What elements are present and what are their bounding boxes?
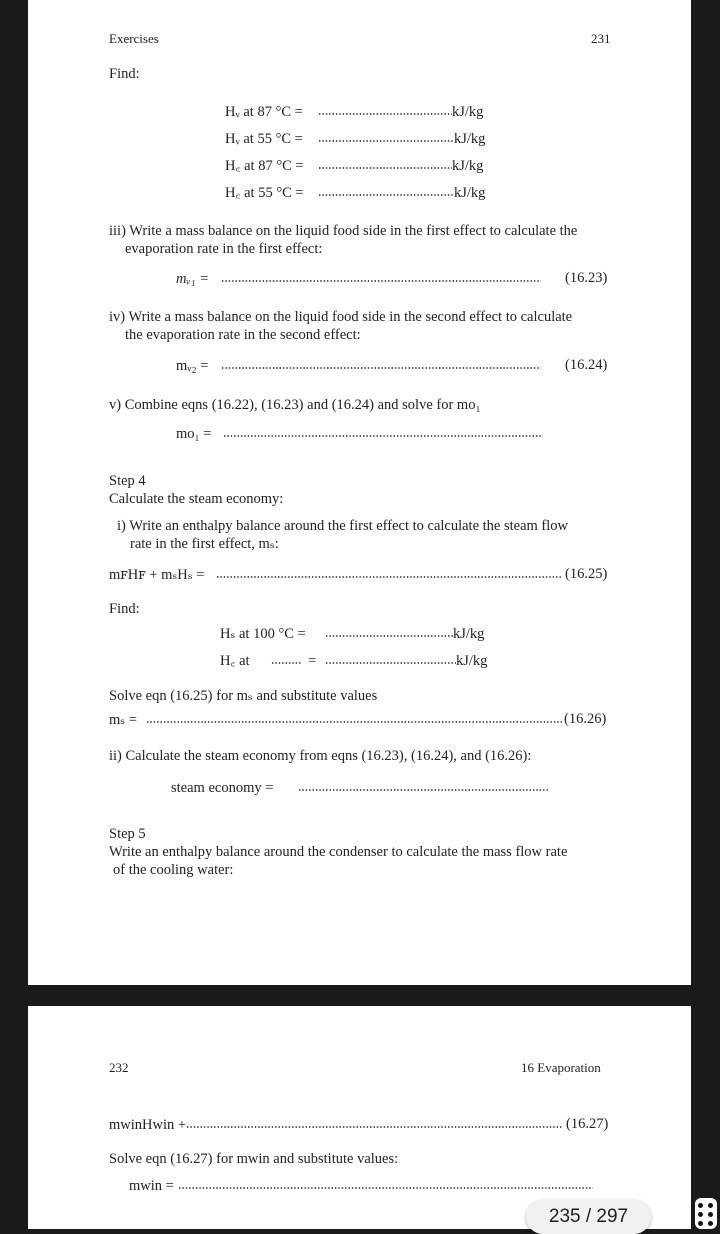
blank-line <box>146 721 564 723</box>
instruction-iv: iv) Write a mass balance on the liquid food side in the second effect to calculate <box>109 309 573 325</box>
page-counter[interactable]: 235 / 297 <box>526 1200 651 1234</box>
mv2-label: mᵥ₂ = <box>176 358 209 374</box>
solve-instruction: Solve eqn (16.27) for mwin and substitute values: <box>109 1151 399 1167</box>
mv1-label: mᵥ₁ = <box>176 271 209 287</box>
blank-line <box>318 113 452 115</box>
step5-description: Write an enthalpy balance around the condenser to calculate the mass flow rate <box>109 844 568 860</box>
blank-line <box>325 662 456 664</box>
steam-economy-label: steam economy = <box>171 780 274 796</box>
instruction-iv-cont: the evaporation rate in the second effect: <box>125 327 361 343</box>
blank-line <box>223 435 543 437</box>
unit-label: kJ/kg <box>452 104 484 120</box>
unit-label: kJ/kg <box>453 626 485 642</box>
running-header: 16 Evaporation <box>521 1060 601 1075</box>
equation-number: (16.26) <box>564 711 607 727</box>
step4-heading: Step 4 <box>109 473 146 489</box>
running-header: Exercises <box>109 31 159 46</box>
blank-line <box>318 194 454 196</box>
equation-number: (16.23) <box>565 270 608 286</box>
blank-line <box>178 1187 593 1189</box>
mo1-label: mo₁ = <box>176 426 212 442</box>
instruction-iii: iii) Write a mass balance on the liquid food side in the first effect to calculate the <box>109 223 578 239</box>
step4-description: Calculate the steam economy: <box>109 491 284 507</box>
pdf-page-231 <box>28 0 691 985</box>
scrollbar-track[interactable] <box>691 0 720 1229</box>
more-options-icon[interactable] <box>695 1198 717 1229</box>
equals-sign: = <box>308 653 317 669</box>
blank-line <box>298 789 548 791</box>
find-label: Find: <box>109 601 140 617</box>
mwin-equation: mwinHwin + <box>109 1117 187 1133</box>
mwin-label: mwin = <box>129 1178 174 1194</box>
blank-line <box>186 1126 562 1128</box>
step5-heading: Step 5 <box>109 826 146 842</box>
find-label: Find: <box>109 66 140 82</box>
blank-line <box>221 367 541 369</box>
blank-line <box>216 576 561 578</box>
blank-line <box>271 662 301 664</box>
instruction-iii-cont: evaporation rate in the first effect: <box>125 241 323 257</box>
step5-description-cont: of the cooling water: <box>113 862 234 878</box>
instruction-v: v) Combine eqns (16.22), (16.23) and (16.24) and solve for mo₁ <box>109 397 481 413</box>
hc55-label: H꜀ at 55 °C = <box>225 185 304 201</box>
unit-label: kJ/kg <box>452 158 484 174</box>
hs100-label: Hₛ at 100 °C = <box>220 626 306 642</box>
pdf-page-232 <box>28 1006 691 1229</box>
instruction-i-cont: rate in the first effect, mₛ: <box>130 536 279 552</box>
blank-line <box>325 635 453 637</box>
hv87-label: Hᵥ at 87 °C = <box>225 104 303 120</box>
unit-label: kJ/kg <box>454 131 486 147</box>
blank-line <box>221 280 541 282</box>
equation-number: (16.24) <box>565 357 608 373</box>
unit-label: kJ/kg <box>456 653 488 669</box>
blank-line <box>318 167 452 169</box>
instruction-i: i) Write an enthalpy balance around the first effect to calculate the steam flow <box>117 518 569 534</box>
blank-line <box>318 140 454 142</box>
page-number: 232 <box>109 1060 129 1075</box>
equation-number: (16.27) <box>566 1116 609 1132</box>
enthalpy-equation: mꜰHꜰ + mₛHₛ = <box>109 567 205 583</box>
solve-instruction: Solve eqn (16.25) for mₛ and substitute values <box>109 688 378 704</box>
hv55-label: Hᵥ at 55 °C = <box>225 131 303 147</box>
instruction-ii: ii) Calculate the steam economy from eqns (16.23), (16.24), and (16.26): <box>109 748 532 764</box>
hc-at-label: H꜀ at <box>220 653 250 669</box>
hc87-label: H꜀ at 87 °C = <box>225 158 304 174</box>
ms-label: mₛ = <box>109 712 137 728</box>
unit-label: kJ/kg <box>454 185 486 201</box>
equation-number: (16.25) <box>565 566 608 582</box>
page-number: 231 <box>591 31 611 46</box>
